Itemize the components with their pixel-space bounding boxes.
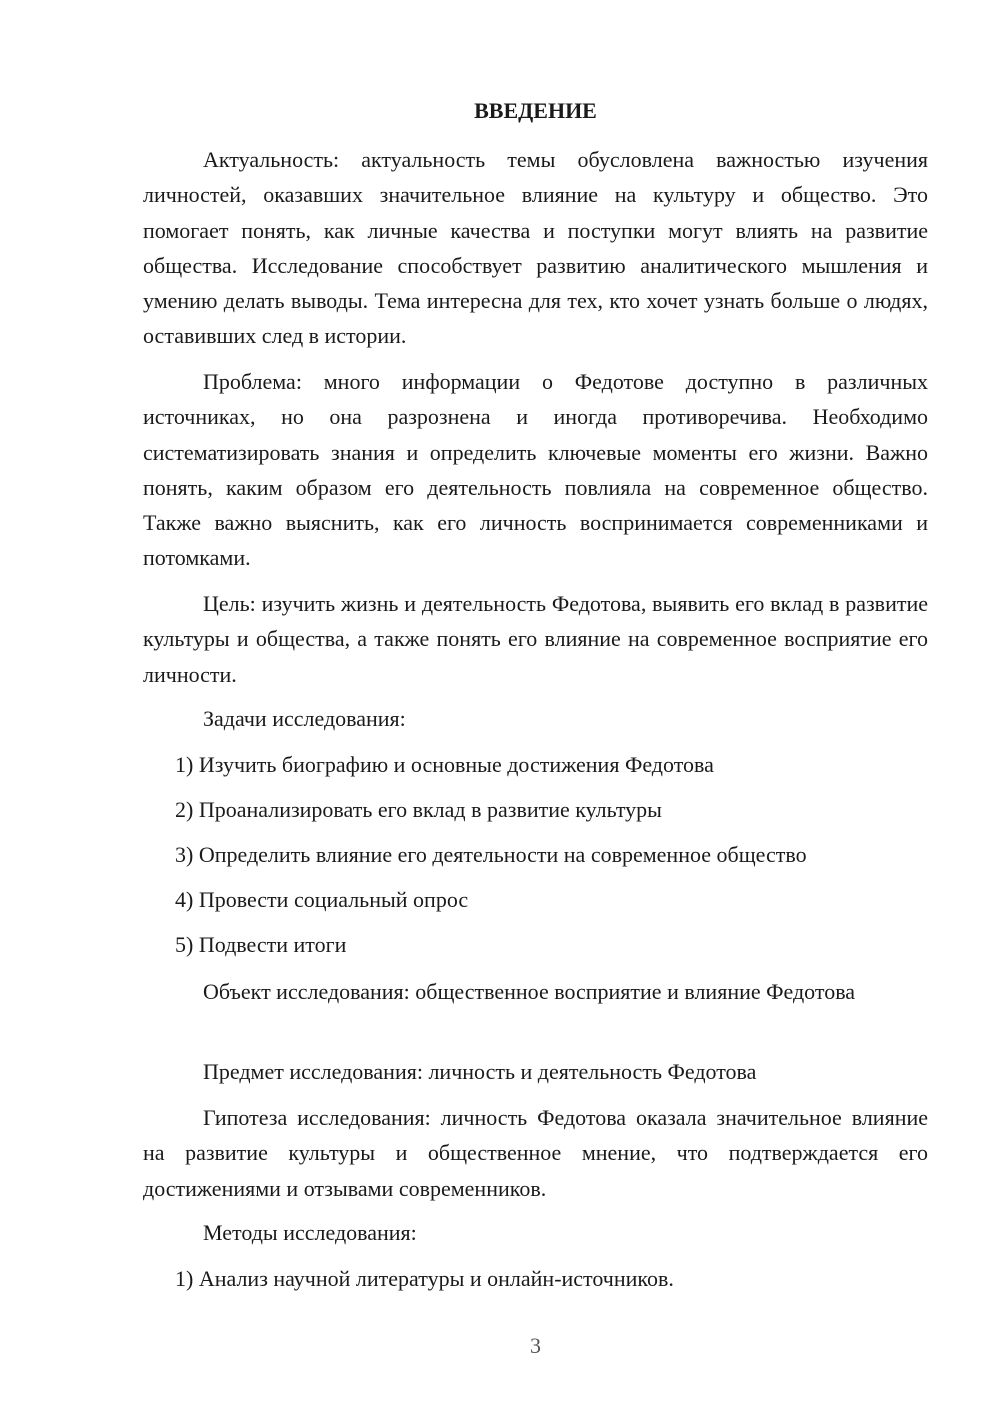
task-item: 3) Определить влияние его деятельности на современное общество — [175, 842, 807, 867]
page-number: 3 — [530, 1333, 541, 1358]
problem-paragraph: Проблема: много информации о Федотове доступно в различных источниках, но она разрознена и иногда противоречива. Необходимо систематизировать знания и определить ключевые моменты его жизни. Важно понять, каким образом его деятельность повлияла на современное общество. Также важно выяснить, как его личность воспринимается современниками и потомками. — [143, 369, 928, 571]
task-item: 5) Подвести итоги — [175, 932, 347, 957]
methods-heading: Методы исследования: — [203, 1220, 417, 1245]
document-page — [143, 0, 928, 1414]
page-title: ВВЕДЕНИЕ — [474, 98, 597, 123]
method-item: 1) Анализ научной литературы и онлайн-источников. — [175, 1266, 674, 1291]
task-item: 4) Провести социальный опрос — [175, 887, 469, 912]
task-item: 2) Проанализировать его вклад в развитие культуры — [175, 797, 662, 822]
object-paragraph: Объект исследования: общественное восприятие и влияние Федотова — [203, 979, 856, 1004]
goal-paragraph: Цель: изучить жизнь и деятельность Федотова, выявить его вклад в развитие культуры и общества, а также понять его влияние на современное восприятие его личности. — [143, 591, 928, 687]
hypothesis-paragraph: Гипотеза исследования: личность Федотова оказала значительное влияние на развитие культуры и общественное мнение, что подтверждается его достижениями и отзывами современников. — [143, 1105, 928, 1201]
relevance-paragraph: Актуальность: актуальность темы обусловлена важностью изучения личностей, оказавших значительное влияние на культуру и общество. Это помогает понять, как личные качества и поступки могут влиять на развитие общества. Исследование способствует развитию аналитического мышления и умению делать выводы. Тема интересна для тех, кто хочет узнать больше о людях, оставивших след в истории. — [143, 147, 928, 349]
tasks-heading: Задачи исследования: — [203, 706, 406, 731]
subject-paragraph: Предмет исследования: личность и деятельность Федотова — [203, 1059, 757, 1084]
task-item: 1) Изучить биографию и основные достижения Федотова — [175, 752, 714, 777]
